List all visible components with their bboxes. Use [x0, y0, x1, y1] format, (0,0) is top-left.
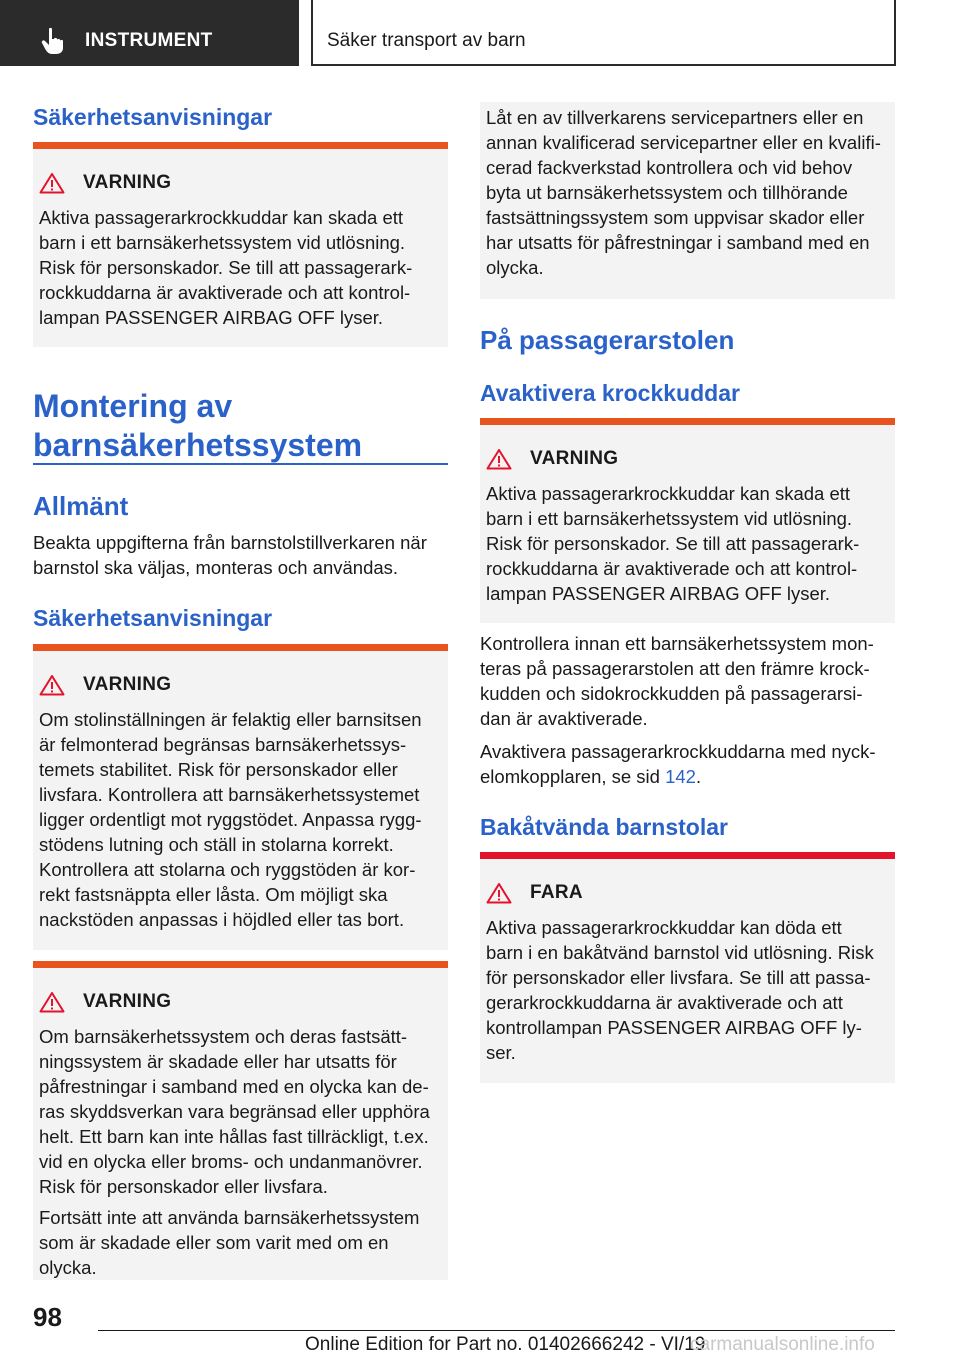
text-line: är felmonterad begränsas barnsäkerhetssys- — [39, 734, 407, 755]
text-span: elomkopplaren, se sid — [480, 766, 666, 787]
warning-header — [39, 991, 171, 1013]
text-line: Risk för personskador eller livsfara. — [39, 1176, 328, 1197]
warning-text — [39, 707, 434, 932]
warning-box — [480, 418, 895, 623]
text-line: påfrestningar i samband med en olycka kan de- — [39, 1076, 429, 1097]
footer-divider — [98, 1330, 895, 1331]
header-title-box — [311, 0, 896, 66]
heading-deactivate-airbags: Avaktivera krockkuddar — [480, 380, 740, 406]
text-line: lampan PASSENGER AIRBAG OFF lyser. — [486, 583, 831, 604]
page-number: 98 — [33, 1302, 62, 1332]
hand-pointer-icon — [38, 26, 68, 56]
page-header — [0, 0, 960, 66]
text-line: stödens lutning och ställ in stolarna korrekt. — [39, 834, 394, 855]
header-section-label: INSTRUMENT — [85, 30, 213, 51]
text-line: Aktiva passagerarkrockkuddar kan skada ett — [39, 207, 404, 228]
text-line: Fortsätt inte att använda barnsäkerhetssystem — [39, 1207, 420, 1228]
heading-mounting — [33, 387, 362, 465]
warning-box — [33, 961, 448, 1280]
text-line: som är skadade eller som varit med om en — [39, 1232, 389, 1253]
danger-title: FARA — [530, 882, 583, 903]
heading-general: Allmänt — [33, 491, 129, 521]
warning-header — [486, 448, 618, 470]
heading-underline — [33, 463, 448, 465]
warning-header — [39, 674, 171, 696]
warning-box — [33, 644, 448, 950]
heading-passenger-seat: På passagerarstolen — [480, 325, 735, 355]
heading-rear-facing-seats: Bakåtvända barnstolar — [480, 814, 728, 840]
text-line: dan är avaktiverade. — [480, 708, 648, 729]
warning-triangle-icon — [486, 448, 512, 470]
text-line: Risk för personskador. Se till att passagerark- — [486, 533, 860, 554]
text-line: ras skyddsverkan vara begränsad eller upphöra — [39, 1101, 430, 1122]
footer-watermark: carmanualsonline.info — [690, 1334, 875, 1355]
text-line: helt. Ett barn kan inte hållas fast tillräckligt, t.ex. — [39, 1126, 429, 1147]
text-line: fastsättningssystem som uppvisar skador eller — [486, 207, 865, 228]
text-line: Kontrollera innan ett barnsäkerhetssystem mon- — [480, 633, 874, 654]
danger-text — [486, 915, 881, 1065]
text-line: barn i ett barnsäkerhetssystem vid utlösning. — [486, 508, 853, 529]
text-line: Kontrollera att stolarna och ryggstöden är kor- — [39, 859, 416, 880]
text-line: Aktiva passagerarkrockkuddar kan döda ett — [486, 917, 842, 938]
text-line: för personskador eller livsfara. Se till att passa- — [486, 967, 871, 988]
text-line: ser. — [486, 1042, 516, 1063]
check-paragraph — [480, 631, 895, 731]
danger-header — [486, 882, 583, 904]
heading-safety-instructions-2: Säkerhetsanvisningar — [33, 605, 273, 631]
warning-text — [39, 1024, 434, 1280]
heading-safety-instructions: Säkerhetsanvisningar — [33, 104, 273, 130]
text-line: barnstol ska väljas, monteras och användas. — [33, 557, 399, 578]
warning-text — [486, 105, 881, 280]
text-line — [480, 764, 895, 789]
deactivate-paragraph — [480, 739, 895, 789]
warning-triangle-icon — [39, 674, 65, 696]
text-line: kudden och sidokrockkudden på passagerarsi- — [480, 683, 863, 704]
general-paragraph — [33, 530, 448, 580]
text-line: teras på passagerarstolen att den främre krock- — [480, 658, 870, 679]
heading-line: Montering av — [33, 388, 233, 424]
text-line: ligger ordentligt mot ryggstödet. Anpassa rygg- — [39, 809, 422, 830]
warning-text — [39, 205, 434, 330]
text-line: vid en olycka eller broms- och undanmanövrer. — [39, 1151, 423, 1172]
warning-title: VARNING — [83, 172, 172, 193]
text-line: cerad fackverkstad kontrollera och vid behov — [486, 157, 853, 178]
danger-box — [480, 852, 895, 1083]
text-line: livsfara. Kontrollera att barnsäkerhetssystemet — [39, 784, 420, 805]
text-line: ningssystem är skadade eller har utsatts för — [39, 1051, 397, 1072]
text-line: Om barnsäkerhetssystem och deras fastsätt- — [39, 1026, 408, 1047]
warning-box-continued — [480, 102, 895, 299]
header-title: Säker transport av barn — [327, 30, 526, 51]
text-line: Beakta uppgifterna från barnstolstillverkaren när — [33, 532, 427, 553]
text-line: har utsatts för påfrestningar i samband med en — [486, 232, 870, 253]
warning-header — [39, 172, 171, 194]
warning-triangle-icon — [486, 882, 512, 904]
warning-title: VARNING — [83, 991, 172, 1012]
warning-box — [33, 142, 448, 347]
footer-edition: Online Edition for Part no. 01402666242 - VI/19 — [305, 1334, 706, 1355]
text-line: barn i ett barnsäkerhetssystem vid utlösning. — [39, 232, 406, 253]
text-line: barn i en bakåtvänd barnstol vid utlösning. Risk — [486, 942, 874, 963]
text-line: temets stabilitet. Risk för personskador eller — [39, 759, 398, 780]
text-line: gerarkrockkuddarna är avaktiverade och att — [486, 992, 843, 1013]
text-line: annan kvalificerad servicepartner eller en kvalifi- — [486, 132, 881, 153]
text-line: rockkuddarna är avaktiverade och att kontrol- — [486, 558, 858, 579]
text-line: nackstöden anpassas i höjdled eller tas bort. — [39, 909, 405, 930]
text-line: byta ut barnsäkerhetssystem och tillhörande — [486, 182, 848, 203]
text-line: kontrollampan PASSENGER AIRBAG OFF ly- — [486, 1017, 862, 1038]
header-section-tab — [0, 0, 299, 66]
text-line: Risk för personskador. Se till att passagerark- — [39, 257, 413, 278]
page-reference-link[interactable]: 142 — [665, 766, 696, 787]
text-line: lampan PASSENGER AIRBAG OFF lyser. — [39, 307, 384, 328]
text-line: olycka. — [39, 1257, 97, 1278]
text-line: Aktiva passagerarkrockkuddar kan skada ett — [486, 483, 851, 504]
warning-title: VARNING — [530, 448, 619, 469]
text-line: Låt en av tillverkarens servicepartners eller en — [486, 107, 864, 128]
text-line: Om stolinställningen är felaktig eller barnsitsen — [39, 709, 422, 730]
text-line: rockkuddarna är avaktiverade och att kontrol- — [39, 282, 411, 303]
warning-text — [486, 481, 881, 606]
text-line: Avaktivera passagerarkrockkuddarna med nyck- — [480, 741, 876, 762]
warning-triangle-icon — [39, 172, 65, 194]
heading-line: barnsäkerhetssystem — [33, 427, 363, 463]
warning-title: VARNING — [83, 674, 172, 695]
text-line: olycka. — [486, 257, 544, 278]
text-span: . — [695, 766, 702, 787]
text-line: rekt fastsnäppta eller låsta. Om möjligt ska — [39, 884, 388, 905]
warning-triangle-icon — [39, 991, 65, 1013]
